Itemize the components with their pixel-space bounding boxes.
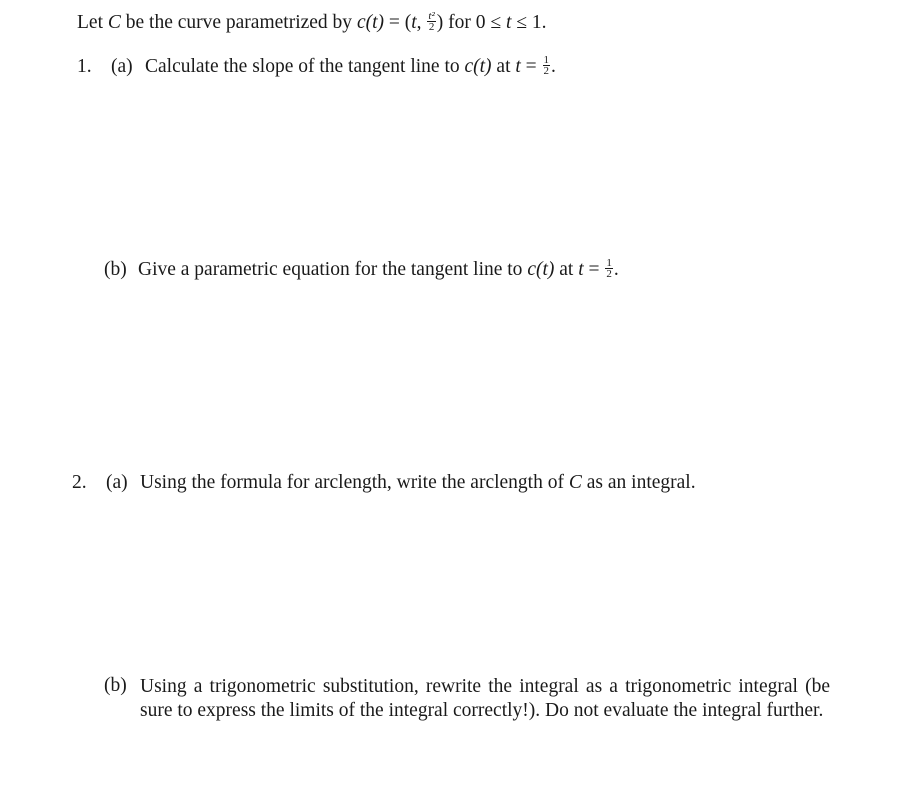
question-text: at [554, 259, 579, 280]
part-label: (a) [111, 56, 133, 77]
intro-text: be the curve parametrized by [120, 12, 357, 33]
fraction-denominator: 2 [543, 65, 550, 78]
fraction-numerator: t² [428, 10, 435, 23]
question-number: 1. [77, 56, 92, 77]
curve-symbol: C [107, 12, 121, 33]
comma: , [416, 12, 427, 33]
question-text: at [491, 56, 516, 77]
intro-text: Let [77, 12, 108, 33]
question-1b [104, 259, 619, 281]
question-text: Using a trigonometric substitution, rewrite the integral as a trigonometric integral (be sure to express the limits of the integral correctly!). Do not evaluate the integral further. [140, 676, 830, 721]
equals: = [520, 56, 542, 77]
fraction [543, 55, 551, 76]
question-text: Give a parametric equation for the tangent line to [138, 259, 528, 280]
intro-statement [77, 12, 546, 34]
question-text: . [613, 259, 619, 280]
question-2a [72, 472, 696, 494]
function-expression: c(t) [464, 56, 492, 77]
question-text: Calculate the slope of the tangent line to [145, 56, 465, 77]
variable-t: t [505, 12, 512, 33]
fraction-denominator: 2 [428, 21, 435, 34]
part-label: (b) [104, 259, 127, 280]
fraction [605, 258, 613, 279]
intro-text: ≤ 1. [511, 12, 547, 33]
function-expression: c(t) [527, 259, 555, 280]
function-expression: c(t) [356, 12, 384, 33]
question-number: 2. [72, 472, 87, 493]
equals: = ( [384, 12, 412, 33]
question-text: Using the formula for arclength, write the arclength of [140, 472, 569, 493]
intro-text: ) for 0 ≤ [436, 12, 506, 33]
variable-t: t [411, 12, 417, 33]
fraction-numerator: 1 [606, 257, 612, 270]
question-text: . [551, 56, 556, 77]
part-label: (b) [104, 675, 127, 696]
question-1a [77, 56, 556, 78]
question-text: as an integral. [581, 472, 696, 493]
equals: = [583, 259, 605, 280]
curve-symbol: C [568, 472, 582, 493]
fraction-denominator: 2 [606, 268, 612, 281]
variable-t: t [515, 56, 521, 77]
fraction-numerator: 1 [543, 54, 550, 67]
variable-t: t [578, 259, 584, 280]
part-label: (a) [106, 472, 128, 493]
fraction [427, 11, 435, 32]
